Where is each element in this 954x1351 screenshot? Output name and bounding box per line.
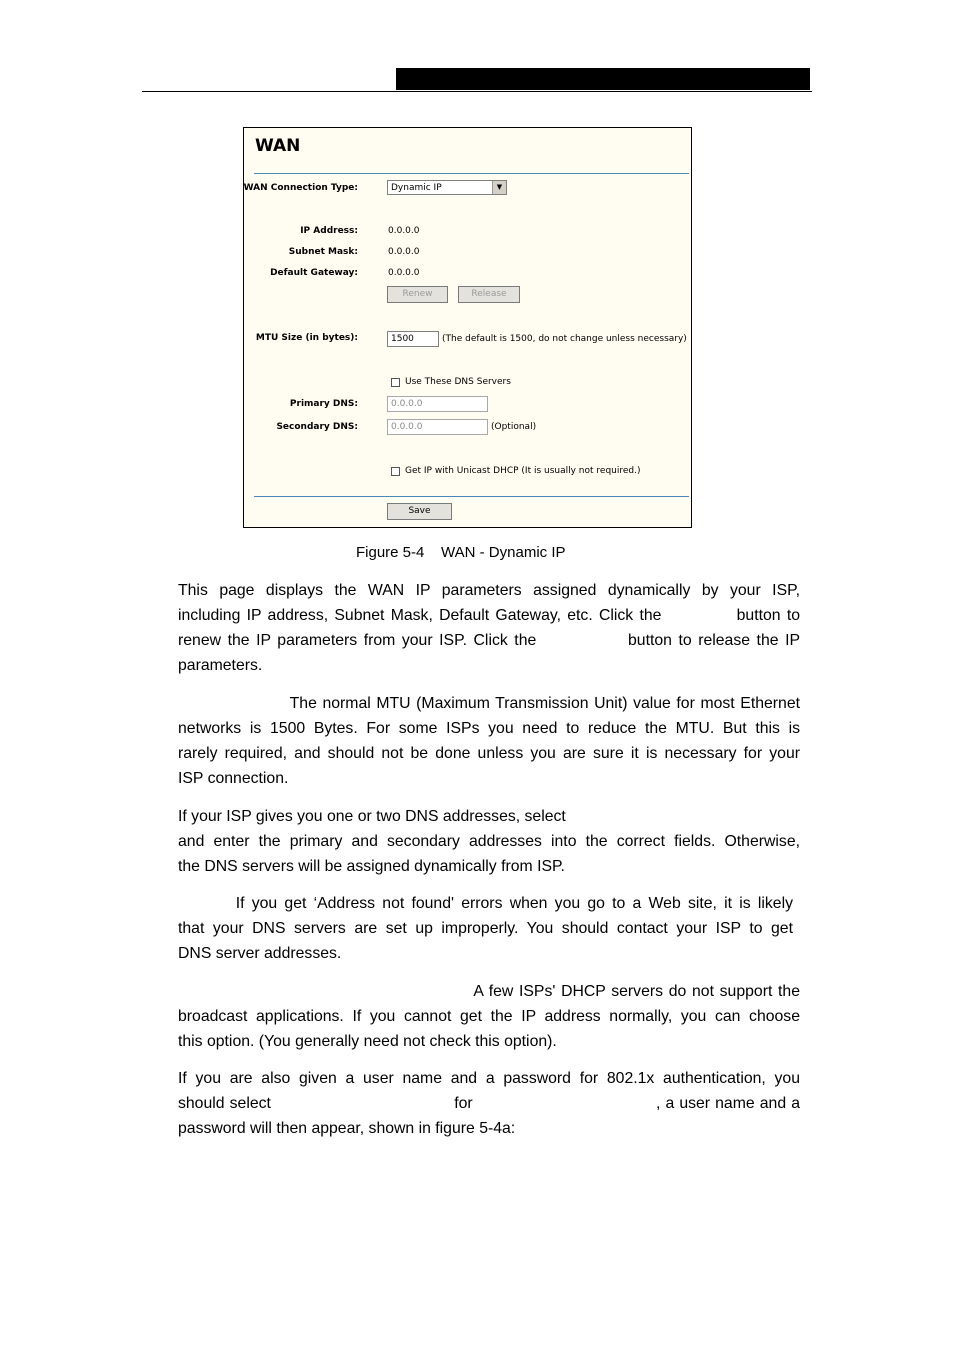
primary-dns-input[interactable]: 0.0.0.0 (387, 396, 488, 412)
text-line: DNS server addresses. (178, 945, 342, 962)
text-line: including IP address, Subnet Mask, Default Gateway, etc. Click the button to (178, 607, 800, 624)
secondary-dns-input[interactable]: 0.0.0.0 (387, 419, 488, 435)
ip-address-label: IP Address: (300, 226, 358, 236)
text-line: renew the IP parameters from your ISP. Click the button to release the IP (178, 632, 800, 649)
secondary-dns-label: Secondary DNS: (276, 422, 358, 432)
figure-caption: Figure 5-4 WAN - Dynamic IP (356, 544, 566, 561)
header-bar (396, 68, 810, 90)
text-line: and enter the primary and secondary addresses into the correct fields. Otherwise, (178, 833, 800, 850)
text-line: this option. (You generally need not check this option). (178, 1033, 557, 1050)
text-line: If your ISP gives you one or two DNS addresses, select (178, 808, 566, 825)
title-divider (254, 173, 689, 174)
text-line: rarely required, and should not be done unless you are sure it is necessary for your (178, 745, 800, 762)
default-gateway-value: 0.0.0.0 (388, 268, 420, 278)
mtu-input[interactable]: 1500 (387, 331, 439, 347)
use-dns-checkbox[interactable] (391, 378, 400, 387)
text-line: broadcast applications. If you cannot get the IP address normally, you can choose (178, 1008, 800, 1025)
text-line: parameters. (178, 657, 263, 674)
panel-title: WAN (255, 136, 301, 156)
text-line: that your DNS servers are set up improperly. You should contact your ISP to get (178, 920, 793, 937)
text-line: password will then appear, shown in figure 5-4a: (178, 1120, 516, 1137)
mtu-label: MTU Size (in bytes): (255, 333, 358, 343)
ip-address-value: 0.0.0.0 (388, 226, 420, 236)
chevron-down-icon[interactable]: ▼ (492, 181, 506, 194)
paragraph-unicast (178, 979, 800, 1054)
use-dns-label: Use These DNS Servers (405, 377, 511, 387)
text-line: If you get ‘Address not found' errors when you go to a Web site, it is likely (178, 895, 793, 912)
connection-type-value: Dynamic IP (391, 183, 442, 193)
header-rule (142, 91, 812, 92)
connection-type-select[interactable] (387, 180, 507, 195)
paragraph-dns-note (178, 891, 793, 966)
text-line: The normal MTU (Maximum Transmission Unit) value for most Ethernet (178, 695, 800, 712)
wan-settings-panel (243, 127, 692, 528)
release-button[interactable]: Release (458, 286, 520, 303)
connection-type-label: WAN Connection Type: (243, 183, 358, 193)
text-line: This page displays the WAN IP parameters assigned dynamically by your ISP, (178, 582, 800, 599)
subnet-mask-value: 0.0.0.0 (388, 247, 420, 257)
footer-divider (254, 496, 689, 497)
text-line: A few ISPs' DHCP servers do not support the (178, 983, 800, 1000)
save-button[interactable]: Save (387, 503, 452, 520)
unicast-dhcp-checkbox[interactable] (391, 467, 400, 476)
text-line: should select for , a user name and a (178, 1095, 800, 1112)
paragraph-mtu (178, 691, 800, 791)
primary-dns-label: Primary DNS: (289, 399, 358, 409)
paragraph-dns (178, 804, 800, 879)
paragraph-8021x (178, 1066, 800, 1141)
unicast-dhcp-label: Get IP with Unicast DHCP (It is usually not required.) (405, 466, 641, 476)
paragraph-wan-ip (178, 578, 800, 678)
default-gateway-label: Default Gateway: (270, 268, 358, 278)
optional-label: (Optional) (491, 422, 537, 432)
text-line: the DNS servers will be assigned dynamically from ISP. (178, 858, 565, 875)
text-line: ISP connection. (178, 770, 289, 787)
text-line: networks is 1500 Bytes. For some ISPs you need to reduce the MTU. But this is (178, 720, 800, 737)
renew-button[interactable]: Renew (387, 286, 448, 303)
text-line: If you are also given a user name and a password for 802.1x authentication, you (178, 1070, 800, 1087)
mtu-hint: (The default is 1500, do not change unless necessary) (442, 334, 687, 344)
subnet-mask-label: Subnet Mask: (288, 247, 358, 257)
